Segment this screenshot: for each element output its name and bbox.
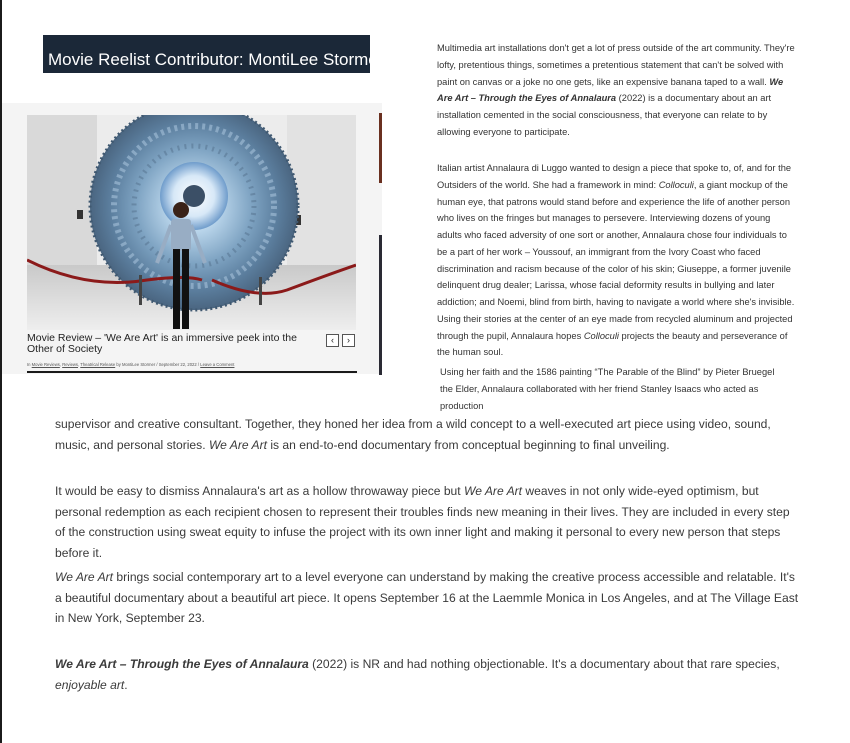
closing-phrase: enjoyable art: [55, 677, 125, 692]
review-photo[interactable]: [27, 115, 356, 330]
meta-date: September 22, 2022: [158, 362, 197, 367]
meta-sep: /: [156, 362, 158, 367]
card-divider: [27, 371, 357, 373]
installation-name: Colloculi: [658, 179, 694, 190]
meta-author: by MontiLee Stormer: [116, 362, 156, 367]
film-title: We Are Art – Through the Eyes of Annalaura: [55, 657, 309, 671]
paragraph-text: supervisor and creative consultant. Together, they honed her idea from a wild concept to a well-executed art piece using video, sound, music, and personal stories.: [55, 417, 771, 452]
adjacent-thumbnail-edge: [379, 235, 382, 375]
paragraph-text: is an end-to-end documentary from conceptual beginning to final unveiling.: [266, 437, 670, 452]
paragraph-text: brings social contemporary art to a level everyone can understand by making the creative process accessible and relatable. It's a beautiful documentary about a beautiful art piece. It opens September 16 at the Laemmle Monica in Los Angeles, and at The Village East in New York, September 23.: [55, 570, 799, 626]
meta-sep: ,: [78, 362, 80, 367]
chevron-left-icon: ‹: [331, 335, 334, 345]
film-title: We Are Art – Through the Eyes of Annalaura: [437, 76, 784, 104]
contributor-banner: [43, 35, 384, 73]
article-paragraph: [437, 160, 797, 361]
category-link[interactable]: Reviews: [62, 362, 79, 367]
article-paragraph: [55, 567, 800, 629]
paragraph-text: .: [124, 677, 128, 692]
review-link-title[interactable]: Movie Review – 'We Are Art' is an immersive peek into the Other of Society: [27, 332, 297, 355]
film-title: We Are Art: [55, 570, 114, 584]
contributor-title: Movie Reelist Contributor: MontiLee Stormer: [48, 50, 384, 69]
article-paragraph: [440, 364, 780, 414]
article-paragraph: [437, 40, 797, 141]
paragraph-text: It would be easy to dismiss Annalaura's art as a hollow throwaway piece but: [55, 484, 465, 498]
film-title: We Are Art: [464, 484, 523, 498]
carousel-prev-button[interactable]: [326, 334, 339, 347]
meta-sep: /: [197, 362, 200, 367]
category-link[interactable]: Theatrical Release: [80, 362, 116, 367]
paragraph-text: Italian artist Annalaura di Luggo wanted to design a piece that spoke to, of, and for the Outsiders of the world. She had a framework in mind:: [437, 163, 792, 190]
paragraph-text: weaves in not only wide-eyed optimism, but personal redemption as each recipient chosen to represent their troubles finds new meaning in their lives. They are included in every step of the construction using sweat equity to infuse the project with its own inner light and making it personal to every new person that steps before it.: [55, 484, 790, 560]
article-paragraph: [55, 414, 800, 455]
meta-prefix: In: [27, 362, 31, 367]
paragraph-text: , a giant mockup of the human eye, that patrons would stand before and experience the life of another person who lives on the fringes but manages to persevere. Interviewing dozens of young adults who faced adversity of one sort or another, Annalaura chose four individuals to be a part of her work – Youssouf, an immigrant from the Ivory Coast who faced discrimination and racism because of the color of his skin; Giuseppe, a former juvenile delinquent drug dealer; Larissa, whose facial deformity results in bullying and later addiction; and Noemi, blind from birth, having to navigate a world where she's invisible. Using their stories at the center of an eye made from recycled aluminum and projected through the pupil, Annalaura hopes: [437, 179, 795, 341]
category-link[interactable]: Movie Reviews: [31, 362, 60, 367]
paragraph-text: Multimedia art installations don't get a lot of press outside of the art community. They're lofty, pretentious things, sometimes a pretentious statement that can't be solved with paint on canvas or a joke no one gets, like an expensive banana taped to a wall.: [437, 43, 795, 87]
article-paragraph: [55, 654, 800, 695]
article-paragraph: [55, 481, 800, 563]
paragraph-text: (2022) is a documentary about an art installation cemented in the social consciousness, that everyone can relate to by allowing everyone to participate.: [437, 93, 772, 137]
installation-name: Colloculi: [583, 330, 619, 341]
review-meta: [27, 362, 327, 367]
paragraph-text: Using her faith and the 1586 painting “The Parable of the Blind” by Pieter Bruegel the Elder, Annalaura collaborated with her friend Stanley Isaacs who acted as production: [440, 367, 775, 411]
chevron-right-icon: ›: [347, 335, 350, 345]
paragraph-text: projects the beauty and perseverance of the human soul.: [437, 330, 788, 358]
film-title: We Are Art: [208, 437, 267, 452]
paragraph-text: (2022) is NR and had nothing objectionable. It's a documentary about that rare species,: [308, 657, 780, 671]
adjacent-thumbnail-edge: [379, 113, 382, 183]
meta-sep: ,: [59, 362, 62, 367]
art-installation-image: [27, 115, 356, 330]
related-review-card[interactable]: [2, 103, 382, 374]
carousel-next-button[interactable]: [342, 334, 355, 347]
leave-comment-link[interactable]: Leave a Comment: [200, 362, 235, 367]
